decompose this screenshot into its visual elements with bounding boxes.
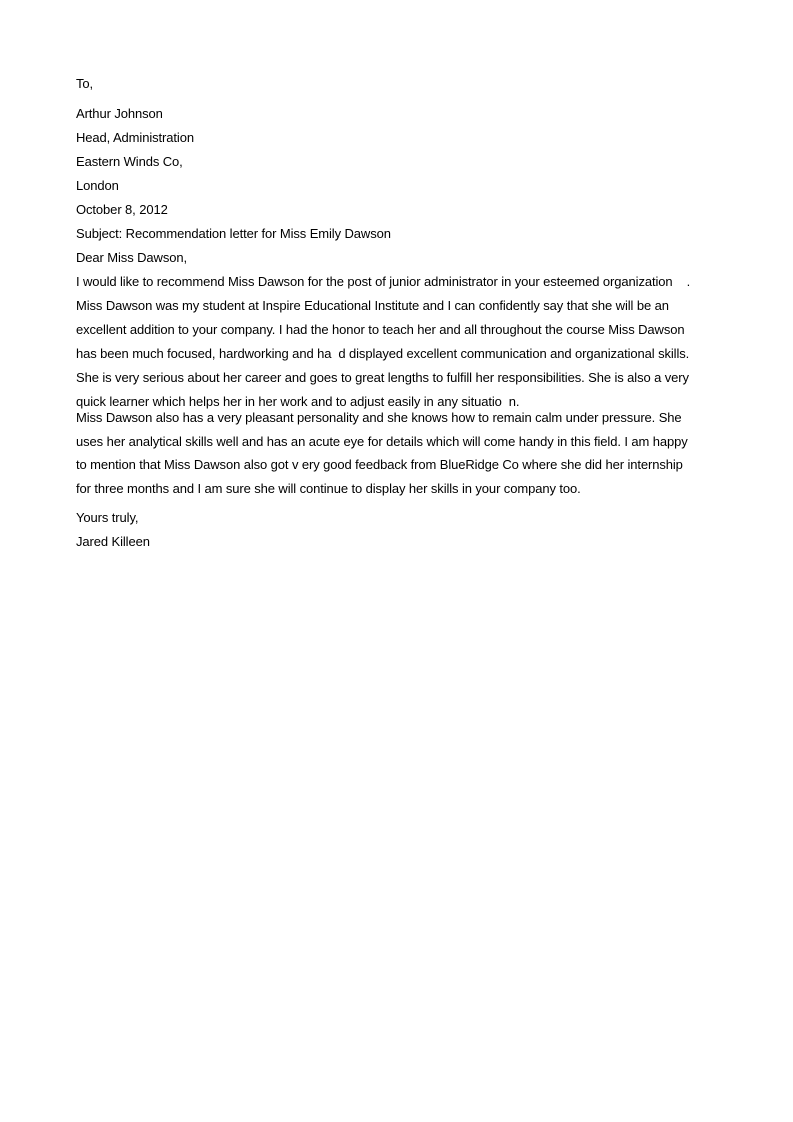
recipient-name: Arthur Johnson: [76, 106, 163, 121]
paragraph-line: has been much focused, hardworking and ha d displayed excellent communication and organizational skills.: [76, 346, 690, 361]
paragraph-line: for three months and I am sure she will continue to display her skills in your company too.: [76, 481, 581, 496]
recipient-city: London: [76, 178, 119, 193]
paragraph-line: uses her analytical skills well and has an acute eye for details which will come handy in this field. I am happy: [76, 434, 688, 449]
signature: Jared Killeen: [76, 534, 150, 549]
to-line: To,: [76, 76, 94, 91]
paragraph-line: quick learner which helps her in her work and to adjust easily in any situatio n.: [76, 394, 520, 409]
letter-subject: Subject: Recommendation letter for Miss Emily Dawson: [76, 226, 391, 241]
recipient-title: Head, Administration: [76, 130, 194, 145]
closing: Yours truly,: [76, 510, 139, 525]
recipient-company: Eastern Winds Co,: [76, 154, 183, 169]
paragraph-line: to mention that Miss Dawson also got v ery good feedback from BlueRidge Co where she did her internship: [76, 457, 683, 472]
letter-date: October 8, 2012: [76, 202, 168, 217]
salutation: Dear Miss Dawson,: [76, 250, 187, 265]
paragraph-line: Miss Dawson also has a very pleasant personality and she knows how to remain calm under pressure. She: [76, 410, 682, 425]
paragraph-line: excellent addition to your company. I had the honor to teach her and all throughout the course Miss Dawson: [76, 322, 685, 337]
paragraph-line: I would like to recommend Miss Dawson for the post of junior administrator in your esteemed organization .: [76, 274, 691, 289]
paragraph-line: Miss Dawson was my student at Inspire Educational Institute and I can confidently say that she will be an: [76, 298, 669, 313]
paragraph-line: She is very serious about her career and goes to great lengths to fulfill her responsibilities. She is also a very: [76, 370, 689, 385]
